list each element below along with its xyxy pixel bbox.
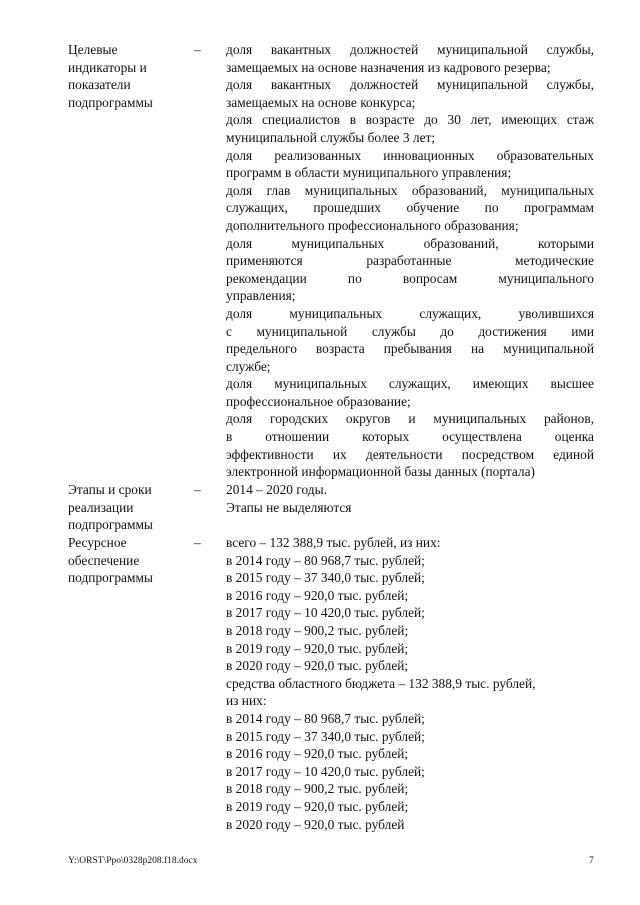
content-line: в 2018 году – 900,2 тыс. рублей; [226,622,409,638]
content-line: дополнительного профессионального образования; [226,217,519,233]
section-label [68,534,188,587]
content-line: доля муниципальных образований, которыми [226,235,594,251]
content-line: доля глав муниципальных образований, муниципальных [226,182,594,198]
content-line: доля муниципальных служащих, уволившихся [226,305,594,321]
content-line: службе; [226,358,271,374]
section-content [226,534,594,833]
label-line: Этапы и сроки [68,482,152,497]
content-line: электронной информационной базы данных (портала) [226,464,536,480]
section-content [226,41,594,481]
content-line: в 2019 году – 920,0 тыс. рублей; [226,798,409,814]
label-line: реализации [68,499,134,515]
content-line: программ в области муниципального управления; [226,165,512,181]
content-line: в 2019 году – 920,0 тыс. рублей; [226,640,409,656]
content-line: в 2014 году – 80 968,7 тыс. рублей; [226,552,425,568]
label-line: показатели [68,77,131,93]
section-dash: – [194,535,201,550]
label-line: Целевые [68,42,118,57]
content-line: замещаемых на основе назначения из кадрового резерва; [226,59,551,75]
content-line: служащих, прошедших обучение по программам [226,200,594,216]
label-line: подпрограммы [68,517,153,533]
content-line: доля вакантных должностей муниципальной службы, [226,77,594,93]
content-line: управления; [226,288,296,304]
content-line: доля городских округов и муниципальных районов, [226,411,594,427]
content-line: применяются разработанные методические [226,253,594,269]
section-content [226,481,594,516]
label-line: индикаторы и [68,59,147,75]
content-line: в 2020 году – 920,0 тыс. рублей [226,816,405,832]
content-line: рекомендации по вопросам муниципального [226,270,594,286]
content-line: 2014 – 2020 годы. [226,482,327,497]
content-line: с муниципальной службы до достижения ими [226,323,594,339]
content-line: в 2015 году – 37 340,0 тыс. рублей; [226,570,425,586]
section-label [68,41,188,111]
content-line: всего – 132 388,9 тыс. рублей, из них: [226,535,441,550]
label-line: обеспечение [68,552,140,568]
content-line: в 2015 году – 37 340,0 тыс. рублей; [226,728,425,744]
content-line: доля реализованных инновационных образовательных [226,147,594,163]
label-line: подпрограммы [68,570,153,586]
label-line: Ресурсное [68,535,127,550]
content-line: в отношении которых осуществлена оценка [226,429,594,445]
content-line: в 2016 году – 920,0 тыс. рублей; [226,746,409,762]
content-line: доля вакантных должностей муниципальной службы, [226,42,594,57]
content-line: доля специалистов в возрасте до 30 лет, имеющих стаж [226,112,594,128]
content-line: замещаемых на основе конкурса; [226,94,416,110]
content-line: в 2014 году – 80 968,7 тыс. рублей; [226,710,425,726]
content-line: в 2017 году – 10 420,0 тыс. рублей; [226,763,425,779]
label-line: подпрограммы [68,94,153,110]
content-line: в 2020 году – 920,0 тыс. рублей; [226,658,409,674]
content-line: из них: [226,693,267,709]
content-line: профессиональное образование; [226,393,411,409]
content-line: в 2016 году – 920,0 тыс. рублей; [226,587,409,603]
content-line: доля муниципальных служащих, имеющих высшее [226,376,594,392]
section-dash: – [194,482,201,497]
content-line: эффективности их деятельности посредством единой [226,446,594,462]
content-line: средства областного бюджета – 132 388,9 тыс. рублей, [226,675,536,691]
footer-file-path: Y:\ORST\Ppo\0328p208.f18.docx [68,856,198,866]
content-line: предельного возраста пребывания на муниципальной [226,341,594,357]
content-line: в 2018 году – 900,2 тыс. рублей; [226,781,409,797]
footer-page-number: 7 [589,856,594,866]
content-line: в 2017 году – 10 420,0 тыс. рублей; [226,605,425,621]
section-label [68,481,188,534]
content-line: Этапы не выделяются [226,499,352,515]
content-line: муниципальной службы более 3 лет; [226,129,436,145]
section-dash: – [194,42,201,57]
